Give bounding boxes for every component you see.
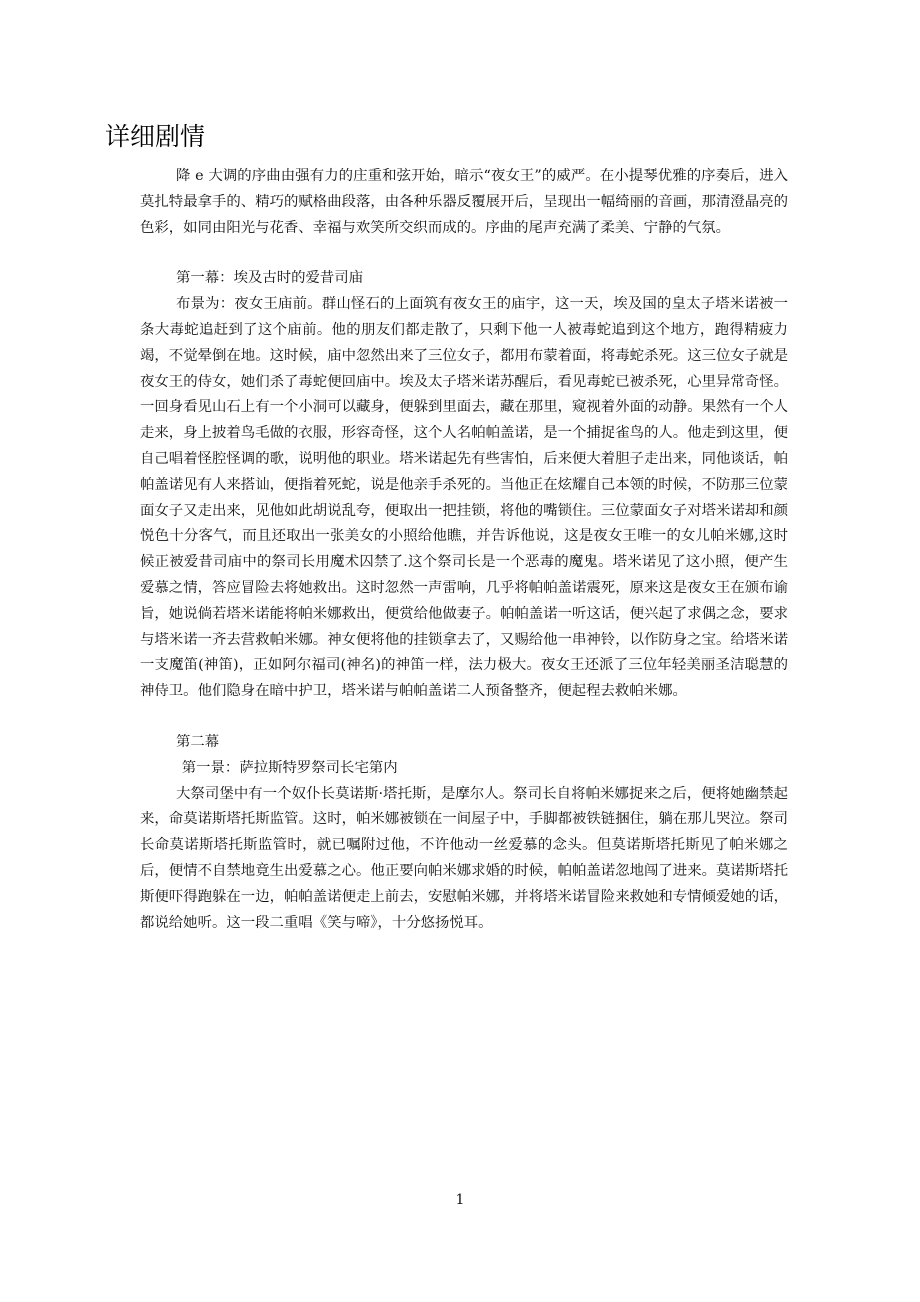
overture-paragraph: 降 e 大调的序曲由强有力的庄重和弦开始，暗示“夜女王”的威严。在小提琴优雅的序奏后，进入莫扎特最拿手的、精巧的赋格曲段落，由各种乐器反覆展开后，呈现出一幅绮丽的音画，那清澄晶亮的色彩，如同由阳光与花香、幸福与欢笑所交织而成的。序曲的尾声充满了柔美、宁静的气氛。	[140, 168, 788, 236]
document-body	[140, 164, 788, 936]
page-heading: 详细剧情	[105, 122, 206, 151]
act1-paragraph: 布景为：夜女王庙前。群山怪石的上面筑有夜女王的庙宇，这一天，埃及国的皇太子塔米诺被一条大毒蛇追赶到了这个庙前。他的朋友们都走散了，只剩下他一人被毒蛇追到这个地方，跑得精疲力竭，不觉晕倒在地。这时候，庙中忽然出来了三位女子，都用布蒙着面，将毒蛇杀死。这三位女子就是夜女王的侍女，她们杀了毒蛇便回庙中。埃及太子塔米诺苏醒后，看见毒蛇已被杀死，心里异常奇怪。一回身看见山石上有一个小洞可以藏身，便躲到里面去，藏在那里，窥视着外面的动静。果然有一个人走来，身上披着鸟毛做的衣服，形容奇怪，这个人名帕帕盖诺，是一个捕捉雀鸟的人。他走到这里，便自己唱着怪腔怪调的歌，说明他的职业。塔米诺起先有些害怕，后来便大着胆子走出来，同他谈话，帕帕盖诺见有人来搭讪，便指着死蛇，说是他亲手杀死的。当他正在炫耀自己本领的时候，不防那三位蒙面女子又走出来，见他如此胡说乱夸，便取出一把挂锁，将他的嘴锁住。三位蒙面女子对塔米诺却和颜悦色十分客气，而且还取出一张美女的小照给他瞧，并告诉他说，这是夜女王唯一的女儿帕米娜,这时候正被爱昔司庙中的祭司长用魔术囚禁了.这个祭司长是一个恶毒的魔鬼。塔米诺见了这小照，便产生爱慕之情，答应冒险去将她救出。这时忽然一声雷响，几乎将帕帕盖诺震死，原来这是夜女王在颁布谕旨，她说倘若塔米诺能将帕米娜救出，便赏给他做妻子。帕帕盖诺一听这话，便兴起了求偶之念，要求与塔米诺一齐去营救帕米娜。神女便将他的挂锁拿去了，又赐给他一串神铃，以作防身之宝。给塔米诺一支魔笛(神笛)，正如阿尔福司(神名)的神笛一样，法力极大。夜女王还派了三位年轻美丽圣洁聪慧的神侍卫。他们隐身在暗中护卫，塔米诺与帕帕盖诺二人预备整齐，便起程去救帕米娜。	[140, 296, 788, 700]
act2-paragraph: 大祭司堡中有一个奴仆长莫诺斯·塔托斯，是摩尔人。祭司长自将帕米娜捉来之后，便将她幽禁起来，命莫诺斯塔托斯监管。这时，帕米娜被锁在一间屋子中，手脚都被铁链捆住，躺在那儿哭泣。祭司长命莫诺斯塔托斯监管时，就已嘱附过他，不许他动一丝爱慕的念头。但莫诺斯塔托斯见了帕米娜之后，便情不自禁地竟生出爱慕之心。他正要向帕米娜求婚的时候，帕帕盖诺忽地闯了进来。莫诺斯塔托斯便吓得跑躲在一边，帕帕盖诺便走上前去，安慰帕米娜，并将塔米诺冒险来救她和专情倾爱她的话，都说给她听。这一段二重唱《笑与啼》，十分悠扬悦耳。	[140, 785, 788, 931]
page-number: 1	[455, 1192, 465, 1208]
act2-scene1-title: 第一景：萨拉斯特罗祭司长宅第内	[181, 759, 398, 776]
act1-title: 第一幕：埃及古时的爱昔司庙	[176, 270, 364, 287]
act2-title: 第二幕	[176, 733, 220, 750]
